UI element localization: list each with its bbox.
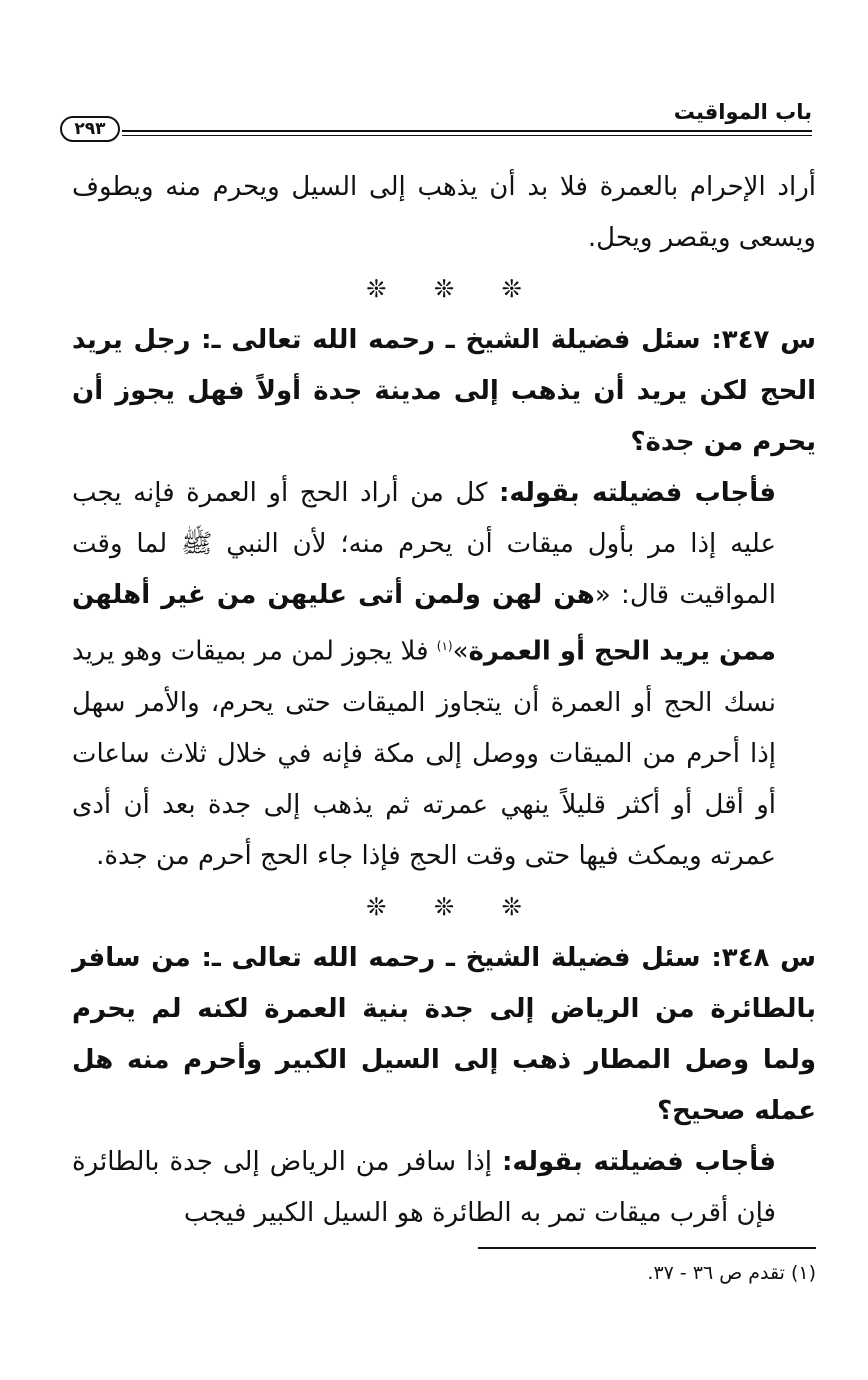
answer-label: فأجاب فضيلته بقوله:	[502, 1146, 776, 1177]
header-rule	[122, 130, 812, 132]
answer-text-cont: فلا يجوز لمن مر بميقات وهو يريد نسك الحج أو العمرة أن يتجاوز الميقات حتى يحرم، والأمر سهل إذا أحرم من الميقات ووصل إلى مكة فإنه في خلال ثلاث ساعات أو أقل أو أكثر قليلاً ينهي عمرته ثم يذهب إلى جدة بعد أن أدى عمرته ويمكث فيها حتى وقت الحج فإذا جاء الحج أحرم من جدة.	[72, 636, 776, 871]
page-header	[60, 100, 812, 144]
hadith-quote: هن لهن ولمن أتى عليهن من غير أهلهن ممن يريد الحج أو العمرة	[72, 580, 776, 667]
section-separator: ❊ ❊ ❊	[366, 275, 522, 303]
answer-text: كل من أراد الحج أو العمرة فإنه يجب عليه إذا مر بأول ميقات أن يحرم منه؛ لأن النبي ﷺ لما وقت المواقيت قال: «	[72, 478, 776, 610]
footnote-rule	[478, 1247, 816, 1249]
footnote-marker: (١)	[436, 639, 453, 653]
question-348: س ٣٤٨: سئل فضيلة الشيخ ـ رحمه الله تعالى ـ: من سافر بالطائرة من الرياض إلى جدة بنية العمرة لكنه لم يحرم ولما وصل المطار ذهب إلى السيل الكبير وأحرم منه هل عمله صحيح؟	[72, 942, 816, 1126]
answer-text: إذا سافر من الرياض إلى جدة بالطائرة فإن أقرب ميقات تمر به الطائرة هو السيل الكبير فيجب	[72, 1146, 776, 1228]
footnote: (١) تقدم ص ٣٦ - ٣٧.	[647, 1262, 816, 1284]
quote-close: »	[452, 636, 469, 667]
page-number: ٢٩٣	[60, 116, 120, 142]
question-347: س ٣٤٧: سئل فضيلة الشيخ ـ رحمه الله تعالى ـ: رجل يريد الحج لكن يريد أن يذهب إلى مدينة جدة أولاً فهل يجوز أن يحرم من جدة؟	[72, 325, 816, 457]
paragraph-continuation: أراد الإحرام بالعمرة فلا بد أن يذهب إلى السيل ويحرم منه ويطوف ويسعى ويقصر ويحل.	[72, 172, 816, 253]
body-text	[72, 162, 816, 1239]
header-rule-thin	[122, 135, 812, 136]
section-separator-2: ❊ ❊ ❊	[366, 892, 522, 921]
chapter-title: باب المواقيت	[673, 100, 812, 124]
answer-347	[72, 468, 816, 882]
answer-348	[72, 1137, 816, 1239]
answer-label: فأجاب فضيلته بقوله:	[498, 478, 776, 508]
